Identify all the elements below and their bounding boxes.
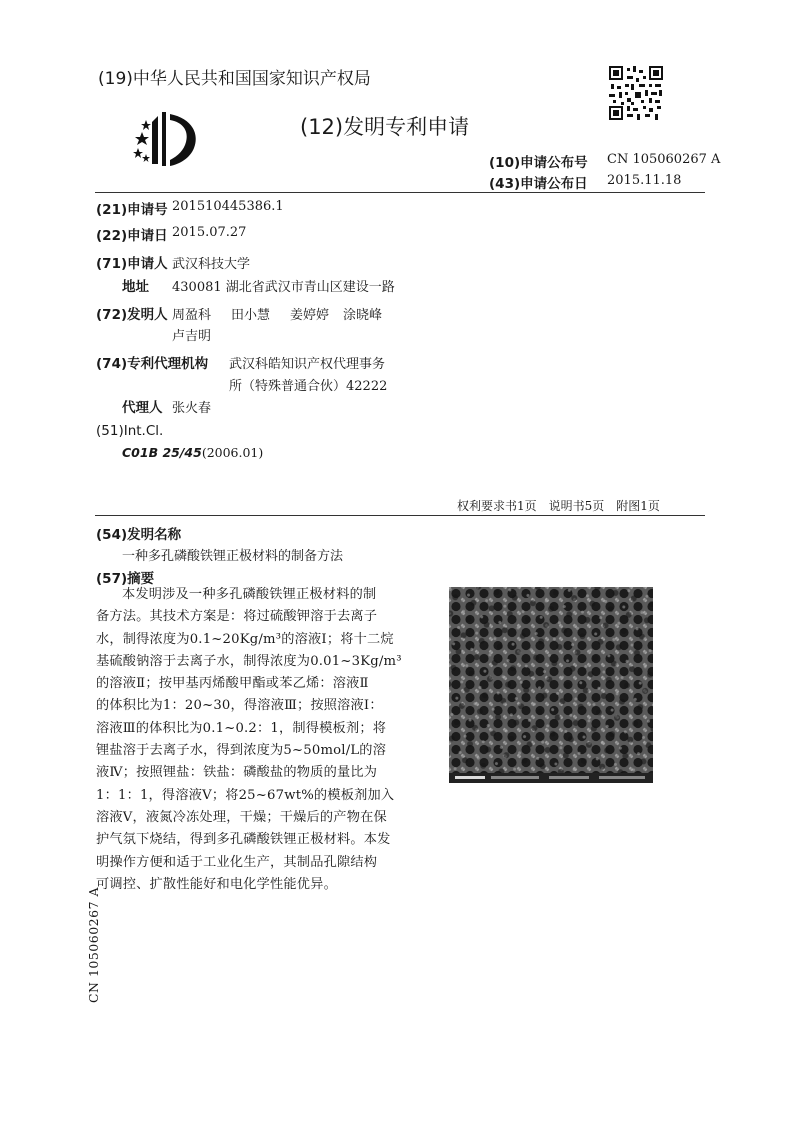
invention-title-label: (54)发明名称	[96, 527, 182, 543]
abstract-line: 本发明涉及一种多孔磷酸铁锂正极材料的制	[122, 587, 377, 602]
qr-code	[609, 66, 663, 120]
office-name: (19)中华人民共和国国家知识产权局	[98, 69, 371, 89]
agency-name-line1: 武汉科皓知识产权代理事务	[229, 357, 386, 372]
abstract-line: 护气氛下烧结，得到多孔磷酸铁锂正极材料。本发	[96, 832, 391, 848]
abstract-label: (57)摘要	[96, 571, 155, 587]
abstract-line: 锂盐溶于去离子水，得到浓度为5~50mol/L的溶	[96, 743, 387, 759]
address: 430081 湖北省武汉市青山区建设一路	[172, 280, 395, 295]
agency-name-line2: 所（特殊普通合伙）42222	[229, 379, 388, 394]
intcl-version: (2006.01)	[201, 445, 264, 460]
document-type: (12)发明专利申请	[300, 115, 470, 139]
inventors-label: (72)发明人	[96, 307, 168, 323]
inventor: 田小慧	[231, 308, 271, 323]
header-divider	[95, 192, 705, 193]
page-count: 权利要求书1页 说明书5页 附图1页	[457, 499, 660, 513]
section-divider	[95, 515, 705, 516]
agent: 张火春	[172, 401, 212, 416]
application-number-label: (21)申请号	[96, 202, 168, 218]
intcl-code: C01B 25/45	[122, 445, 202, 460]
inventor: 周盈科	[172, 308, 212, 323]
filing-date-label: (22)申请日	[96, 228, 168, 244]
agent-label: 代理人	[122, 400, 163, 416]
abstract-line: 基硫酸钠溶于去离子水，制得浓度为0.01~3Kg/m³	[96, 653, 402, 669]
intcl-classification	[122, 445, 263, 460]
inventor: 涂晓峰	[343, 308, 383, 323]
publication-number: CN 105060267 A	[607, 152, 721, 167]
abstract-line: 备方法。其技术方案是：将过硫酸钾溶于去离子	[96, 609, 378, 625]
abstract-body	[96, 584, 402, 896]
applicant-label: (71)申请人	[96, 256, 168, 272]
patent-office-emblem-icon	[132, 108, 207, 170]
publication-date-label: (43)申请公布日	[489, 176, 588, 192]
abstract-line: 液Ⅳ；按照锂盐：铁盐：磷酸盐的物质的量比为	[96, 765, 378, 781]
abstract-line: 的溶液Ⅱ；按甲基丙烯酸甲酯或苯乙烯：溶液Ⅱ	[96, 676, 369, 692]
address-label: 地址	[122, 279, 149, 295]
abstract-line: 溶液Ⅲ的体积比为0.1~0.2：1，制得模板剂；将	[96, 720, 387, 736]
abstract-line: 水，制得浓度为0.1~20Kg/m³的溶液Ⅰ；将十二烷	[96, 631, 394, 647]
sem-micrograph-image	[449, 587, 653, 783]
filing-date: 2015.07.27	[172, 225, 247, 240]
application-number: 201510445386.1	[172, 199, 284, 214]
invention-title: 一种多孔磷酸铁锂正极材料的制备方法	[122, 549, 344, 564]
abstract-line: 的体积比为1：20~30，得溶液Ⅲ；按照溶液Ⅰ：	[96, 698, 383, 714]
abstract-line: 可调控、扩散性能好和电化学性能优异。	[96, 876, 337, 892]
inventor: 姜婷婷	[290, 308, 330, 323]
abstract-line: 明操作方便和适于工业化生产，其制品孔隙结构	[96, 854, 378, 870]
agency-label: (74)专利代理机构	[96, 356, 209, 372]
inventor: 卢吉明	[172, 329, 212, 344]
side-publication-number: CN 105060267 A	[86, 886, 101, 1004]
publication-date: 2015.11.18	[607, 173, 682, 188]
intcl-label: (51)Int.Cl.	[96, 423, 164, 439]
applicant: 武汉科技大学	[172, 257, 251, 272]
abstract-line: 溶液Ⅴ，液氮冷冻处理，干燥；干燥后的产物在保	[96, 809, 387, 825]
publication-number-label: (10)申请公布号	[489, 155, 588, 171]
abstract-line: 1：1：1，得溶液Ⅴ；将25~67wt%的模板剂加入	[96, 787, 395, 803]
